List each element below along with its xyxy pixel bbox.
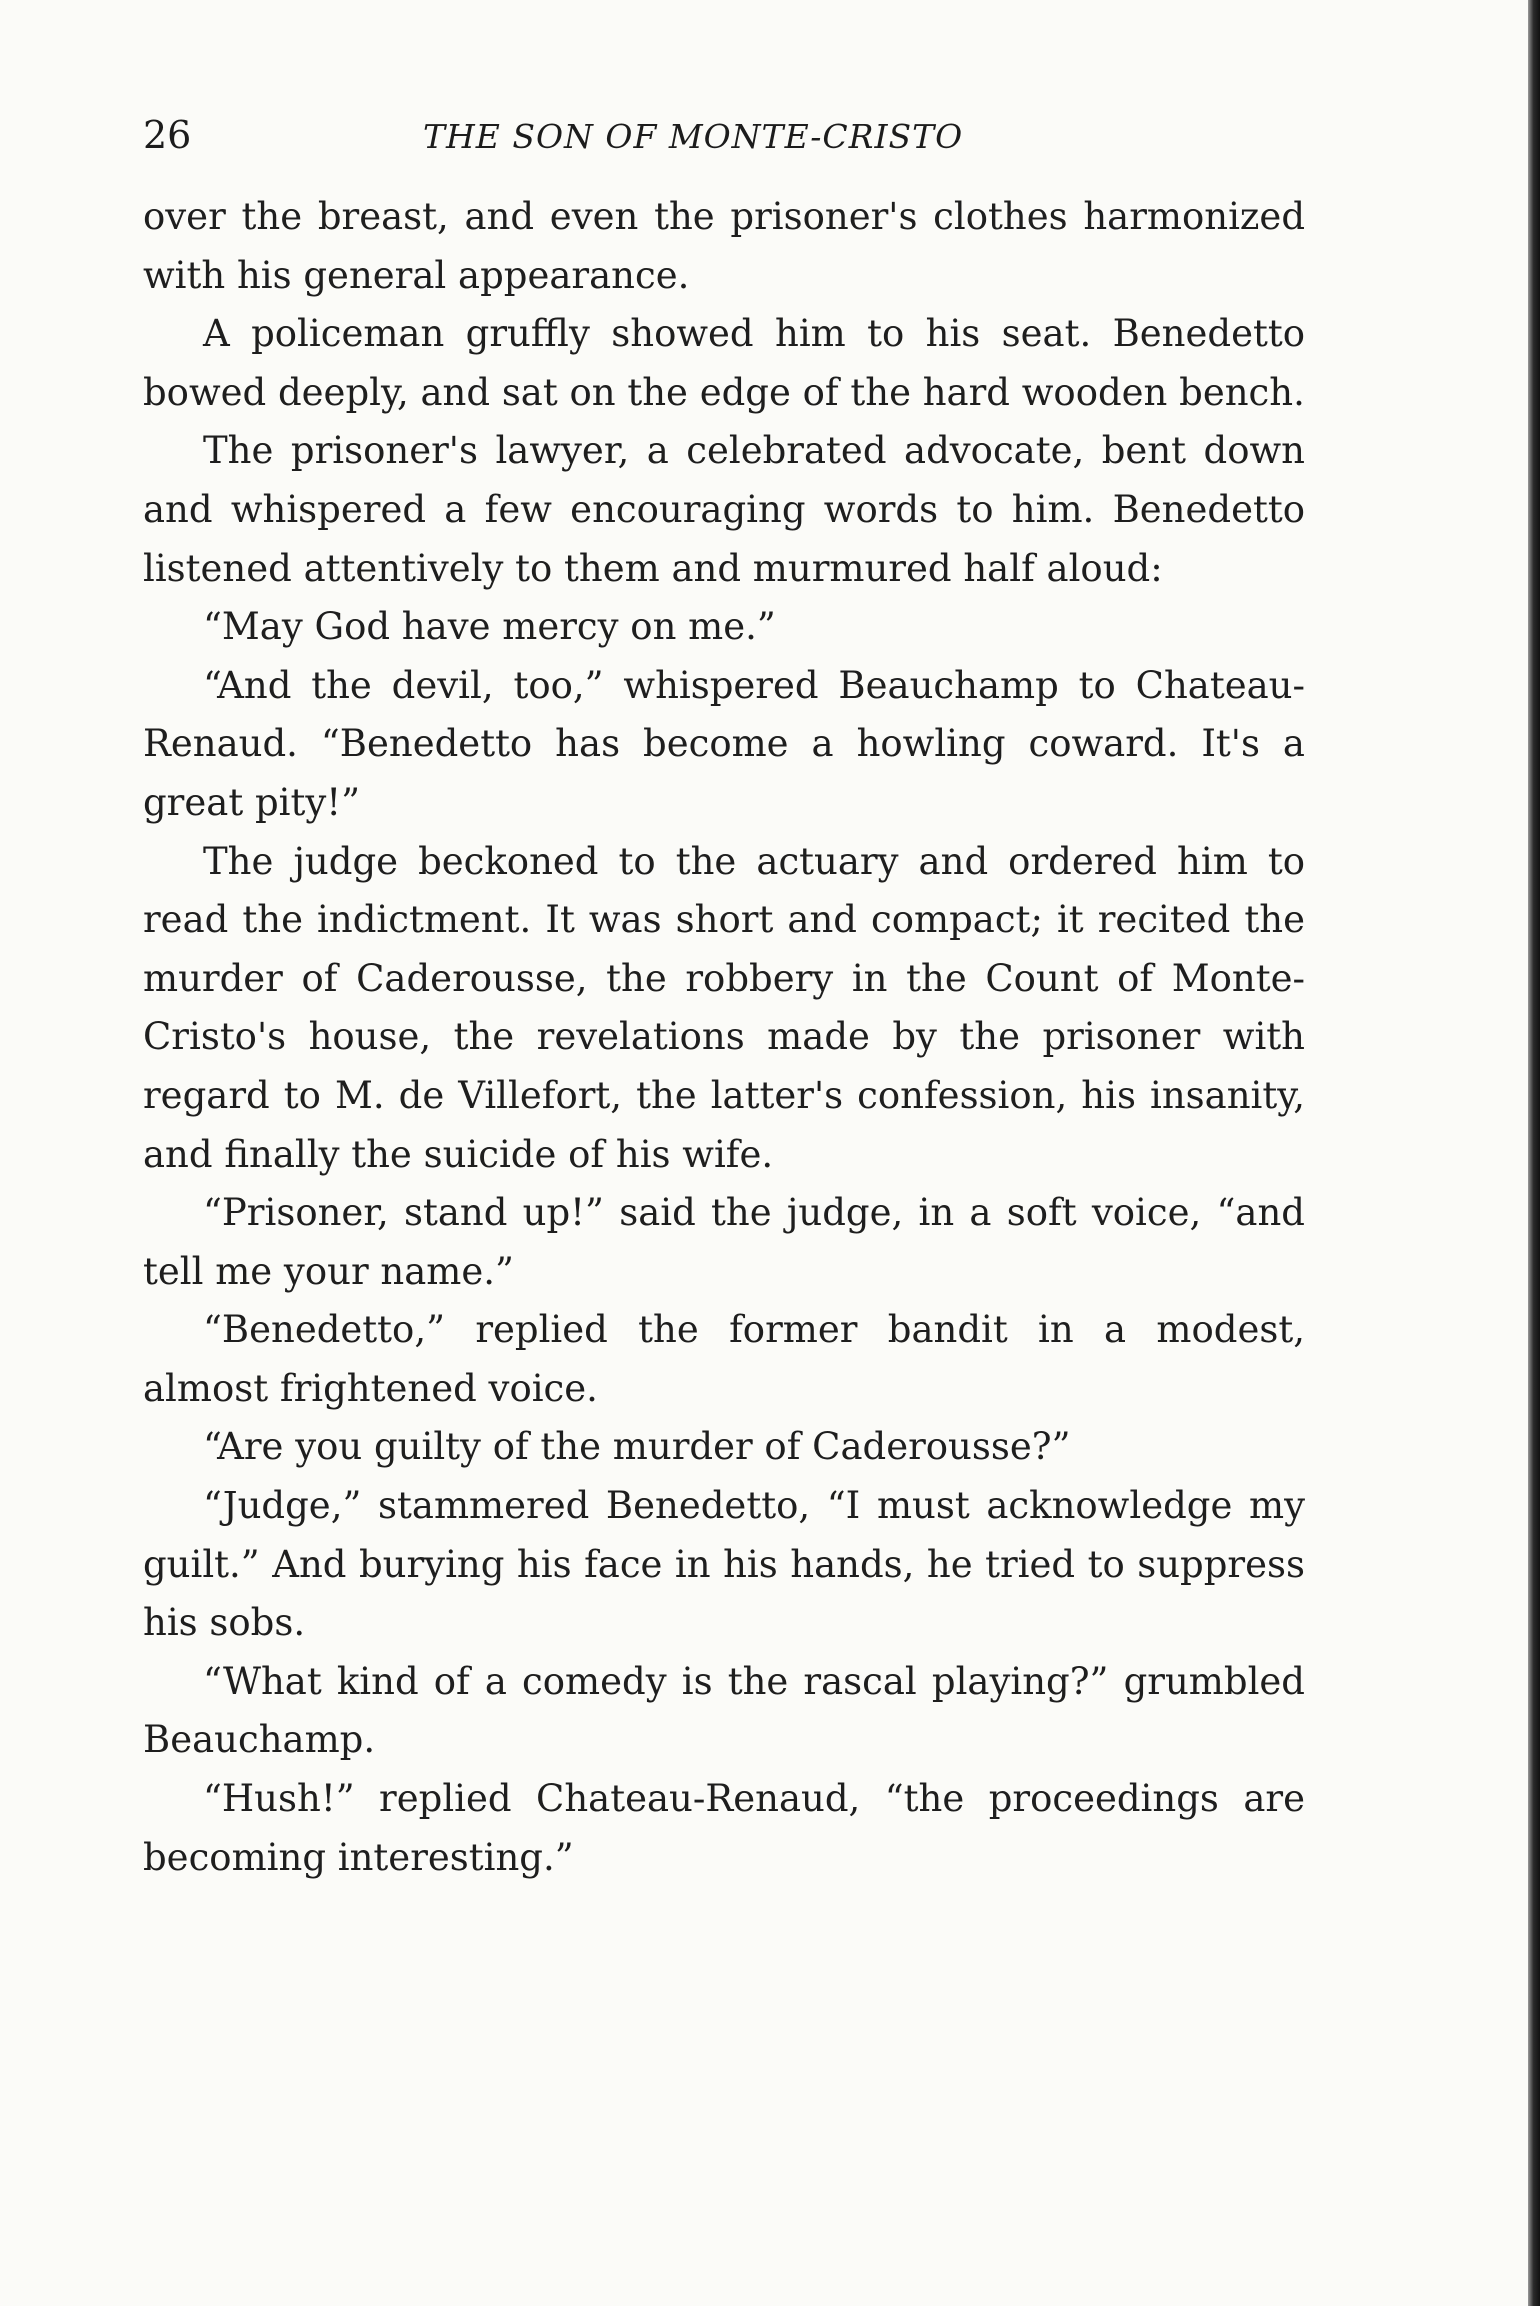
paragraph: “Hush!” replied Chateau-Renaud, “the proceedings are becoming interesting.” — [143, 1777, 1305, 1879]
paragraph: “Judge,” stammered Benedetto, “I must acknowledge my guilt.” And burying his face in his hands, he tried to suppress his sobs. — [143, 1484, 1305, 1645]
paragraph: over the breast, and even the prisoner's clothes harmonized with his general appearance. — [143, 195, 1305, 297]
paragraph: “May God have mercy on me.” — [203, 605, 776, 649]
page-binding-edge — [1528, 0, 1540, 2306]
body-text — [143, 188, 1305, 1887]
paragraph: “And the devil, too,” whispered Beauchamp to Chateau-Renaud. “Benedetto has become a howling coward. It's a great pity!” — [143, 663, 1305, 824]
page-number: 26 — [143, 113, 192, 157]
running-title: THE SON OF MONTE-CRISTO — [423, 117, 964, 156]
paragraph: “Are you guilty of the murder of Caderousse?” — [203, 1425, 1071, 1469]
paragraph: The judge beckoned to the actuary and ordered him to read the indictment. It was short and compact; it recited the murder of Caderousse, the robbery in the Count of Monte-Cristo's house, the revelations made by the prisoner with regard to M. de Villefort, the latter's confession, his insanity, and finally the suicide of his wife. — [143, 839, 1305, 1176]
paragraph: “Prisoner, stand up!” said the judge, in a soft voice, “and tell me your name.” — [143, 1191, 1305, 1293]
paragraph: “What kind of a comedy is the rascal playing?” grumbled Beauchamp. — [143, 1659, 1305, 1762]
paragraph: A policeman gruffly showed him to his seat. Benedetto bowed deeply, and sat on the edge of the hard wooden bench. — [143, 312, 1305, 414]
paragraph: “Benedetto,” replied the former bandit in a modest, almost frightened voice. — [143, 1308, 1305, 1410]
page-header — [143, 110, 1303, 160]
paragraph: The prisoner's lawyer, a celebrated advocate, bent down and whispered a few encouraging words to him. Benedetto listened attentively to them and murmured half aloud: — [143, 429, 1305, 590]
